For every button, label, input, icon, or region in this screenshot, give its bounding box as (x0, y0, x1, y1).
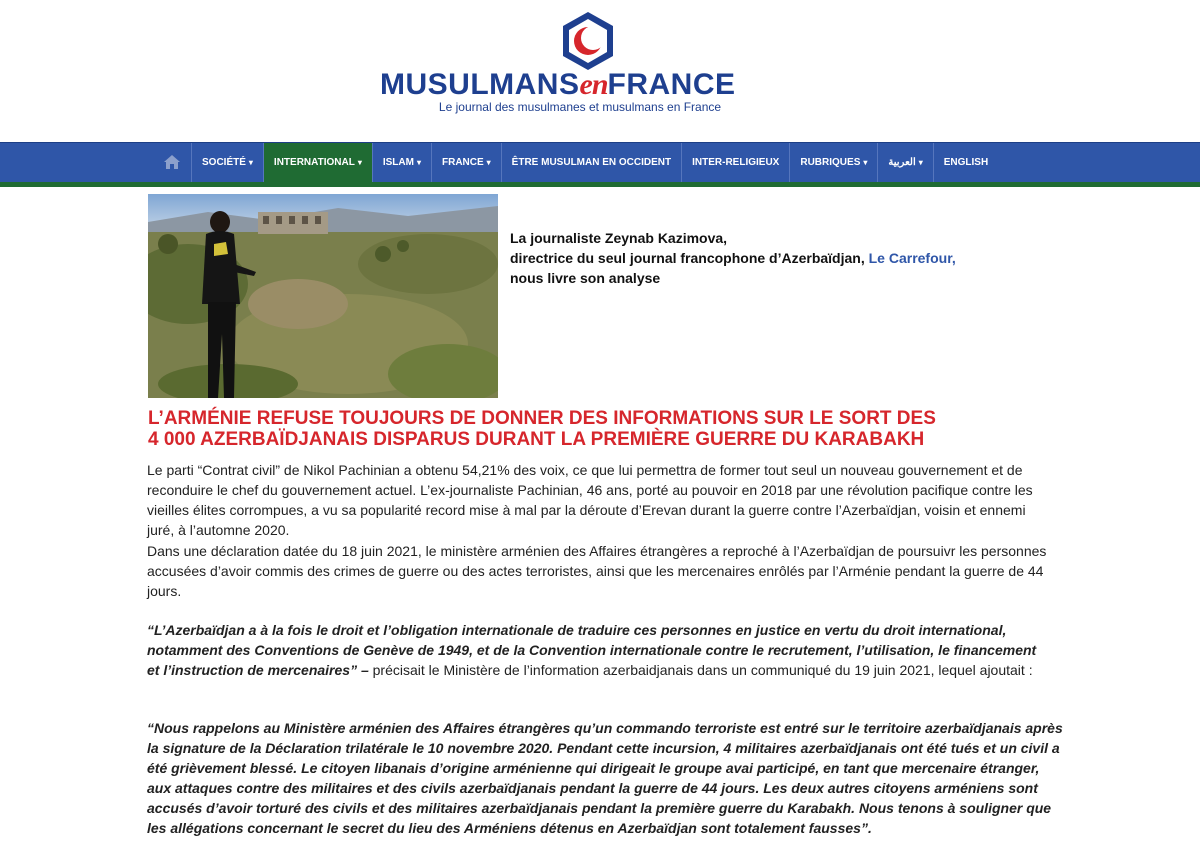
nav-item-france[interactable] (432, 143, 502, 183)
nav-item-etre-musulman[interactable] (502, 143, 682, 183)
nav-item-label: INTER-RELIGIEUX (692, 157, 780, 168)
caption-line-3: nous livre son analyse (510, 270, 661, 286)
headline-line-2: 4 000 AZERBAÏDJANAIS DISPARUS DURANT LA PREMIÈRE GUERRE DU KARABAKH (148, 429, 925, 450)
nav-item-label: SOCIÉTÉ (202, 157, 246, 168)
logo-brand-left: MUSULMANS (380, 68, 580, 101)
article-paragraph-3 (147, 620, 1052, 680)
chevron-down-icon: ▾ (863, 158, 868, 167)
quote-attribution: précisait le Ministère de l’information azerbaidjanais dans un communiqué du 19 juin 2021, lequel ajoutait : (368, 662, 1033, 678)
nav-item-rubriques[interactable] (790, 143, 878, 183)
article-headline (148, 408, 1068, 450)
article-paragraph-1: Le parti “Contrat civil” de Nikol Pachinian a obtenu 54,21% des voix, ce que lui permettra de former tout seul un nouveau gouvernement et de reconduire le chef du gouvernement actuel. L’ex-journaliste Pachinian, 46 ans, porté au pouvoir en 2018 par une révolution pacifique contre les vieilles élites corrompues, a vu sa popularité record mise à mal par la déroute d’Erevan durant la guerre contre l’Azerbaïdjan, voisin et ennemi juré, à l’automne 2020. (147, 462, 1033, 538)
headline-line-1: L’ARMÉNIE REFUSE TOUJOURS DE DONNER DES INFORMATIONS SUR LE SORT DES (148, 408, 936, 429)
nav-home[interactable] (152, 143, 192, 183)
nav-item-islam[interactable] (373, 143, 432, 183)
nav-item-international[interactable] (264, 143, 373, 183)
nav-item-inter-religieux[interactable] (682, 143, 790, 183)
nav-item-label: FRANCE (441, 157, 484, 168)
quote-text: “L’Azerbaïdjan a à la fois le droit et l’obligation internationale de traduire ces personnes en justice en vertu du droit international, notamment des Conventions de Genève de 1949, et de la Convention internationale contre le recrutement, l’utilisation, le financement et l’instruction de mercenaires” – (147, 622, 1037, 678)
caption-text: directrice du seul journal francophone d’Azerbaïdjan, (510, 250, 869, 266)
site-tagline: Le journal des musulmanes et musulmans en France (438, 100, 722, 114)
logo-brand-right: FRANCE (607, 68, 736, 101)
main-nav (0, 142, 1200, 183)
nav-item-label: العربية (888, 157, 916, 168)
article-photo[interactable] (148, 194, 498, 398)
nav-item-label: INTERNATIONAL (273, 157, 355, 168)
chevron-down-icon: ▾ (248, 158, 253, 167)
site-logo[interactable] (380, 68, 820, 102)
site-header (0, 0, 1200, 140)
home-icon (163, 154, 181, 170)
article-paragraph-2: Dans une déclaration datée du 18 juin 2021, le ministère arménien des Affaires étrangères a reproché à l’Azerbaïdjan de poursuivr les personnes accusées d’avoir commis des crimes de guerre ou des actes terroristes, ainsi que les mercenaires enrôlés par l’Arménie pendant la guerre de 44 jours. (147, 543, 1047, 599)
article-paragraph-4: “Nous rappelons au Ministère arménien des Affaires étrangères qu’un commando terroriste est entré sur le territoire azerbaïdjanais après la signature de la Déclaration trilatérale le 10 novembre 2020. Pendant cette incursion, 4 militaires azerbaïdjanais ont été tués et un civil a été grièvement blessé. Le citoyen libanais d’origine arménienne qui dirigeait le groupe avai participé, en tant que mercenaire étranger, aux attaques contre des militaires et des civils azerbaïdjanais pendant la guerre de 44 jours. Les deux autres citoyens arméniens sont accusés d’avoir torturé des civils et des militaires azerbaïdjanais pendant la première guerre du Karabakh. Nous tenons à souligner que les allégations concernant le secret du lieu des Arméniens détenus en Azerbaïdjan sont totalement fausses”. (147, 720, 1063, 836)
nav-item-english[interactable] (934, 143, 998, 183)
chevron-down-icon: ▾ (416, 158, 421, 167)
photo-caption (510, 228, 1030, 288)
chevron-down-icon: ▾ (357, 158, 362, 167)
le-carrefour-link[interactable]: Le Carrefour, (868, 250, 956, 266)
nav-item-label: ÊTRE MUSULMAN EN OCCIDENT (511, 157, 672, 168)
nav-item-label: ISLAM (382, 157, 414, 168)
crescent-hexagon-icon[interactable] (560, 10, 616, 74)
nav-item-label: ENGLISH (943, 157, 989, 168)
logo-brand-mid: en (579, 68, 608, 101)
nav-item-societe[interactable] (192, 143, 264, 183)
nav-item-arabic[interactable] (878, 143, 933, 183)
chevron-down-icon: ▾ (918, 158, 923, 167)
caption-line-1: La journaliste Zeynab Kazimova, (510, 230, 728, 246)
nav-item-label: RUBRIQUES (800, 157, 861, 168)
chevron-down-icon: ▾ (486, 158, 491, 167)
caption-line-2 (510, 248, 1030, 268)
nav-divider (0, 182, 1200, 187)
